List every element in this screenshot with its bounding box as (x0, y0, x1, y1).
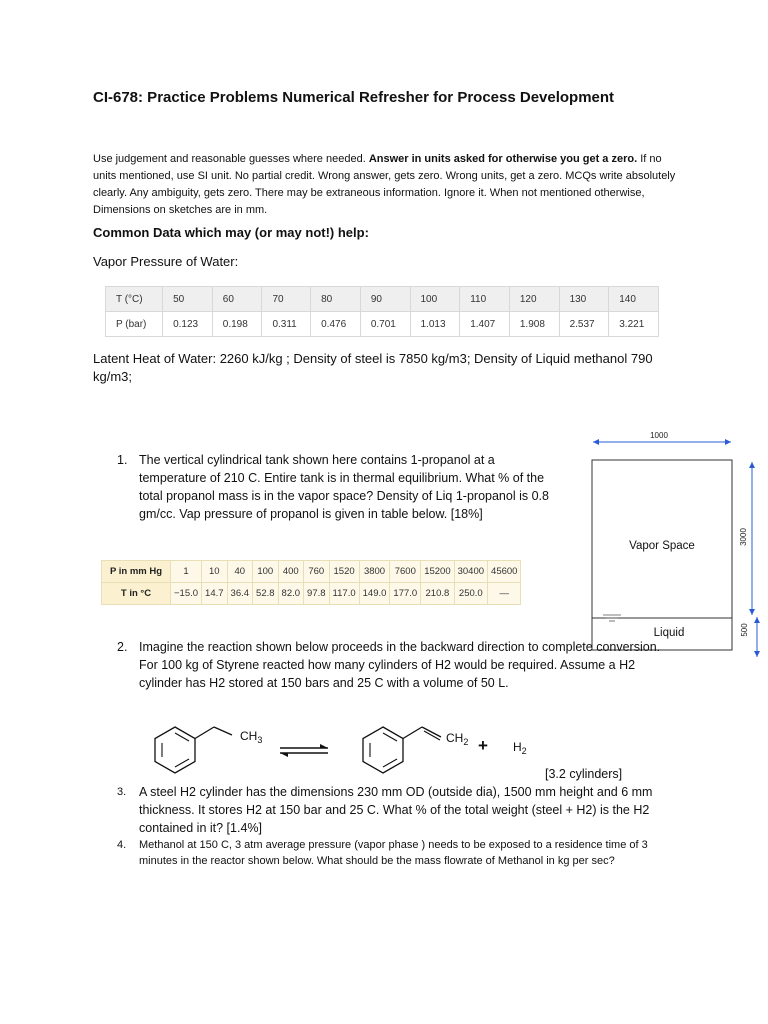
table-cell: 1520 (329, 561, 359, 583)
table-cell: 117.0 (329, 583, 359, 605)
table-row (106, 287, 659, 312)
vapor-space-label: Vapor Space (629, 540, 695, 552)
question-number: 4. (117, 839, 127, 851)
hydrogen-label: $H_2$ (513, 740, 527, 756)
table-cell: 82.0 (278, 583, 304, 605)
table-cell: 90 (360, 287, 410, 312)
height-dimension-arrow (749, 462, 755, 615)
table-header-cell: T (°C) (106, 287, 163, 312)
table-cell: 40 (227, 561, 253, 583)
table-cell: 14.7 (202, 583, 228, 605)
table-cell: 1 (171, 561, 202, 583)
question-number: 1. (117, 453, 128, 467)
ethylbenzene-structure (155, 727, 232, 773)
liquid-label: Liquid (653, 627, 685, 639)
table-cell: 149.0 (359, 583, 390, 605)
table-cell: 0.123 (163, 312, 213, 337)
question-text: Imagine the reaction shown below proceeds in the backward direction to complete conversion. For 100 kg of Styrene reacted how many cylinders of H2 would be required. Assume a H2 cylinder has H2 stored at 150 bars and 25 C with a volume of 50 L. (139, 640, 661, 690)
table-cell: 177.0 (390, 583, 421, 605)
water-vapor-pressure-table (105, 286, 659, 337)
methyl-label: $CH_3$ (240, 729, 263, 745)
table-cell: 70 (262, 287, 311, 312)
table-row (102, 561, 521, 583)
table-cell: 1.407 (460, 312, 510, 337)
table-cell: 120 (509, 287, 559, 312)
question-2-answer: [3.2 cylinders] (545, 767, 623, 781)
table-cell: 100 (410, 287, 460, 312)
table-cell: — (488, 583, 521, 605)
styrene-structure (363, 727, 441, 773)
table-cell: 1.908 (509, 312, 559, 337)
question-text: A steel H2 cylinder has the dimensions 230 mm OD (outside dia), 1500 mm height and 6 mm thickness. It stores H2 at 150 bar and 25 C. What % of the total weight (steel + H2) is the H2 contained in it? [1.4%] (139, 785, 653, 835)
table-row (102, 583, 521, 605)
table-cell: 760 (304, 561, 330, 583)
table-cell: 0.476 (311, 312, 361, 337)
table-header-cell: P (bar) (106, 312, 163, 337)
instructions-text-2: If no units mentioned, use SI unit. No partial credit. Wrong answer, gets zero. Wrong units, get a zero. MCQs write absolutely clearly. Any ambiguity, gets zero. There may be extraneous information. Ignore it. When not mentioned otherwise, Dimensions on sketches are in mm. (93, 153, 676, 216)
table-cell: 10 (202, 561, 228, 583)
table-cell: 400 (278, 561, 304, 583)
equilibrium-arrows-icon (280, 744, 328, 757)
table-cell: 210.8 (421, 583, 454, 605)
question-4 (117, 837, 679, 869)
question-1 (117, 451, 559, 523)
table-cell: 2.537 (559, 312, 609, 337)
table-cell: 60 (212, 287, 262, 312)
question-2 (117, 638, 664, 692)
table-header-cell: P in mm Hg (102, 561, 171, 583)
width-label: 1000 (650, 431, 668, 440)
question-number: 3. (117, 786, 127, 798)
plus-sign: + (478, 736, 488, 755)
table-cell: 3.221 (609, 312, 659, 337)
table-cell: 0.311 (262, 312, 311, 337)
latent-heat-text: Latent Heat of Water: 2260 kJ/kg ; Density of steel is 7850 kg/m3; Density of Liquid methanol 790 kg/m3; (93, 351, 653, 384)
question-text: Methanol at 150 C, 3 atm average pressure (vapor phase ) needs to be exposed to a residence time of 3 minutes in the reactor shown below. What should be the mass flowrate of Methanol in kg per sec? (139, 839, 648, 867)
tank-diagram (585, 425, 768, 665)
table-cell: 15200 (421, 561, 454, 583)
table-cell: 0.701 (360, 312, 410, 337)
table-cell: 110 (460, 287, 510, 312)
question-text: The vertical cylindrical tank shown here contains 1-propanol at a temperature of 210 C. Entire tank is in thermal equilibrium. What % of the total propanol mass is in the vapor space? Density of Liq 1-propanol is 0.8 gm/cc. Vap pressure of propanol is given in table below. [18%] (139, 453, 549, 521)
question-number: 2. (117, 640, 128, 654)
common-data-heading: Common Data which may (or may not!) help: (93, 225, 369, 240)
table-cell: 140 (609, 287, 659, 312)
question-3 (117, 783, 679, 837)
liquid-height-dimension-arrow (754, 617, 760, 657)
page-title: CI-678: Practice Problems Numerical Refresher for Process Development (93, 89, 615, 106)
table-cell: −15.0 (171, 583, 202, 605)
table-cell: 30400 (454, 561, 487, 583)
table-row (106, 312, 659, 337)
table-cell: 80 (311, 287, 361, 312)
table-cell: 100 (253, 561, 279, 583)
water-vapor-pressure-label: Vapor Pressure of Water: (93, 254, 239, 269)
table-cell: 0.198 (212, 312, 262, 337)
instructions-emphasis: Answer in units asked for otherwise you get a zero. (368, 153, 638, 165)
propanol-vapor-pressure-table (101, 560, 521, 605)
instructions-text-1: Use judgement and reasonable guesses where needed. (93, 153, 369, 165)
liquid-height-label: 500 (740, 623, 749, 637)
methylene-label: $CH_2$ (446, 731, 469, 747)
tank-vessel (592, 460, 732, 650)
table-header-cell: T in °C (102, 583, 171, 605)
table-cell: 36.4 (227, 583, 253, 605)
table-cell: 3800 (359, 561, 390, 583)
table-cell: 130 (559, 287, 609, 312)
height-label: 3000 (739, 528, 748, 546)
table-cell: 97.8 (304, 583, 330, 605)
table-cell: 50 (163, 287, 213, 312)
table-cell: 250.0 (454, 583, 487, 605)
reaction-scheme (150, 718, 540, 778)
table-cell: 7600 (390, 561, 421, 583)
instructions-paragraph (93, 151, 683, 219)
table-cell: 52.8 (253, 583, 279, 605)
table-cell: 1.013 (410, 312, 460, 337)
table-cell: 45600 (488, 561, 521, 583)
